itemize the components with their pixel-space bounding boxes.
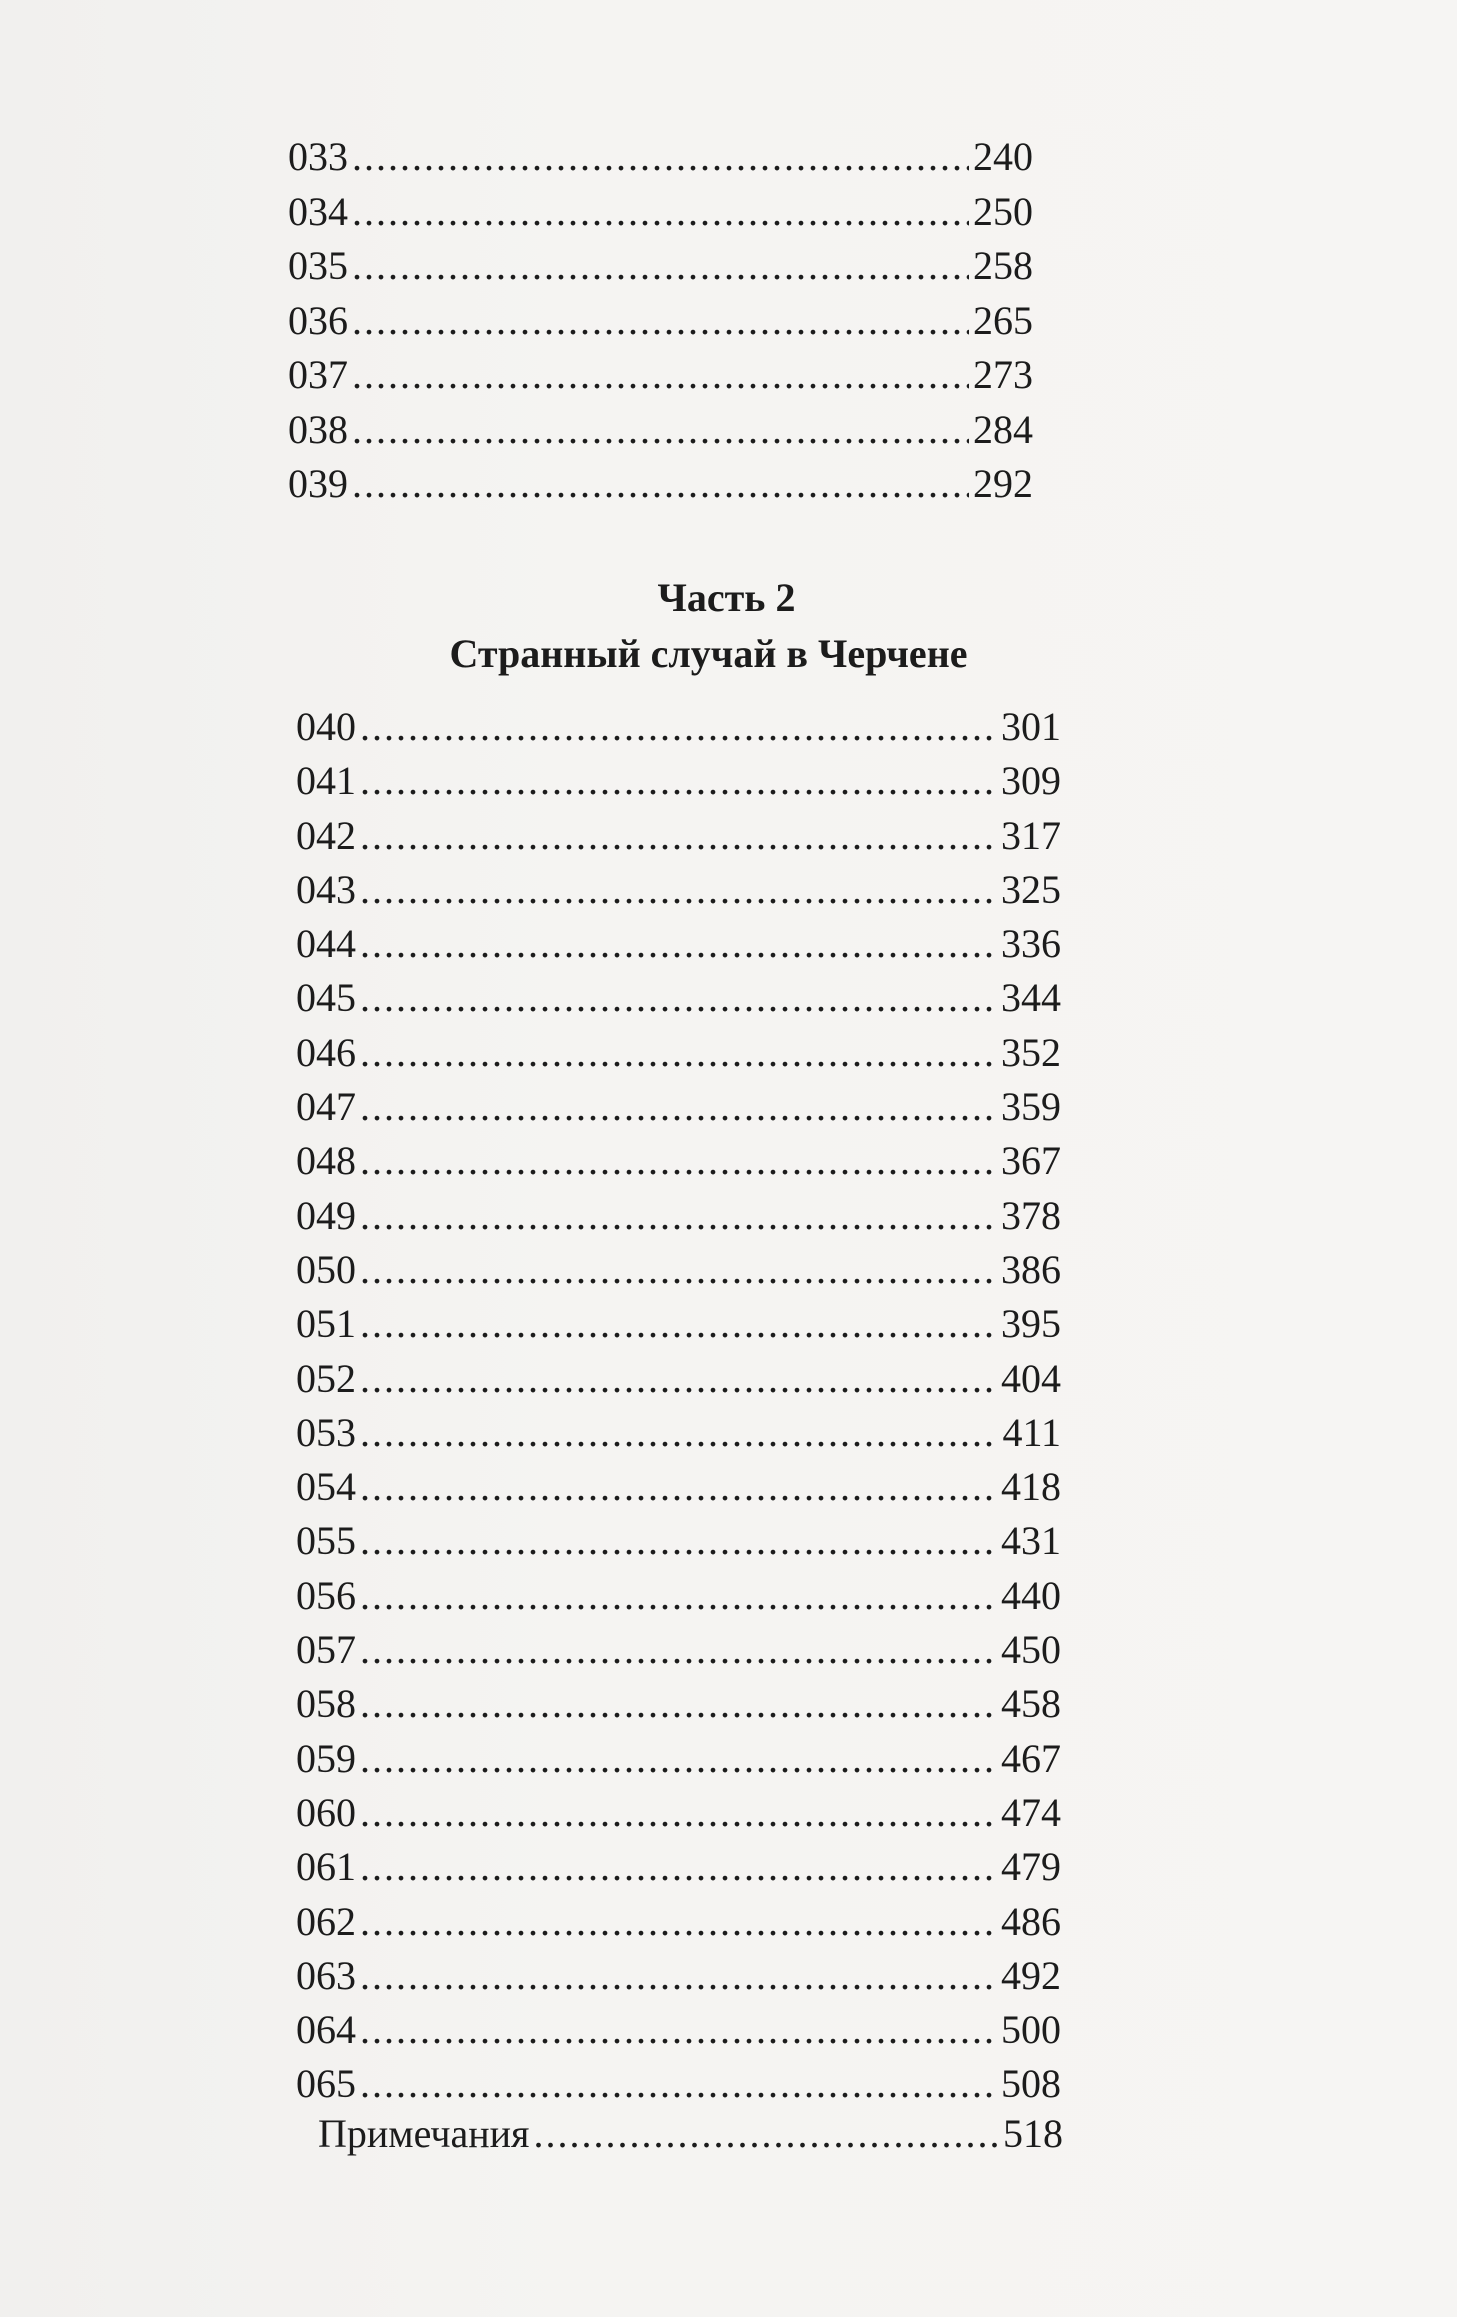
toc-chapter-number: 034 [288, 188, 348, 234]
toc-row[interactable] [296, 1189, 1061, 1243]
toc-row[interactable] [296, 1786, 1061, 1840]
toc-chapter-number: 053 [296, 1409, 356, 1455]
toc-leader-dots [360, 1080, 997, 1134]
toc-leader-dots [360, 700, 997, 754]
toc-chapter-number: 063 [296, 1952, 356, 1998]
toc-page-number: 467 [1001, 1735, 1061, 1781]
toc-chapter-number: 038 [288, 406, 348, 452]
toc-chapter-number: 057 [296, 1627, 356, 1673]
toc-page-number: 265 [973, 297, 1033, 343]
toc-row[interactable] [296, 1677, 1061, 1731]
toc-leader-dots [360, 1189, 997, 1243]
toc-row[interactable] [296, 971, 1061, 1025]
toc-chapter-number: 043 [296, 866, 356, 912]
toc-chapter-number: 036 [288, 297, 348, 343]
part-number-heading: Часть 2 [657, 575, 796, 620]
toc-leader-dots [352, 239, 969, 294]
toc-page-number: 486 [1001, 1898, 1061, 1944]
toc-row[interactable] [296, 700, 1061, 754]
toc-chapter-number: 060 [296, 1789, 356, 1835]
toc-leader-dots [360, 2057, 997, 2111]
toc-page-number: 431 [1001, 1518, 1061, 1564]
toc-page-number: 309 [1001, 758, 1061, 804]
toc-chapter-number: 046 [296, 1029, 356, 1075]
toc-leader-dots [360, 1677, 997, 1731]
toc-leader-dots [360, 1514, 997, 1568]
toc-page-number: 292 [973, 461, 1033, 506]
toc-chapter-number: 061 [296, 1844, 356, 1890]
toc-leader-dots [360, 1460, 997, 1514]
toc-page-number: 352 [1001, 1029, 1061, 1075]
toc-leader-dots [360, 1786, 997, 1840]
toc-leader-dots [360, 754, 997, 808]
toc-row[interactable] [288, 130, 1033, 185]
toc-chapter-number: 044 [296, 921, 356, 967]
toc-page-number: 273 [973, 352, 1033, 397]
toc-row[interactable] [296, 863, 1061, 917]
toc-chapter-number: 037 [288, 352, 348, 397]
toc-page-number: 284 [973, 406, 1033, 452]
toc-row[interactable] [288, 294, 1033, 349]
toc-row[interactable] [288, 239, 1033, 294]
toc-page-number: 479 [1001, 1844, 1061, 1890]
toc-page-number: 301 [1001, 704, 1061, 749]
toc-row[interactable] [296, 1840, 1061, 1894]
toc-page-number: 359 [1001, 1084, 1061, 1130]
toc-chapter-number: 059 [296, 1735, 356, 1781]
toc-page-number: 386 [1001, 1246, 1061, 1292]
toc-page-number: 344 [1001, 975, 1061, 1021]
toc-leader-dots [360, 863, 997, 917]
toc-row[interactable] [296, 1352, 1061, 1406]
toc-leader-dots [360, 1352, 997, 1406]
toc-chapter-number: 052 [296, 1355, 356, 1401]
toc-leader-dots [360, 1840, 997, 1894]
toc-page-number: 258 [973, 243, 1033, 288]
toc-page-number: 336 [1001, 921, 1061, 967]
toc-page-number: 395 [1001, 1301, 1061, 1347]
toc-page-number: 317 [1001, 812, 1061, 858]
toc-leader-dots [360, 971, 997, 1025]
toc-row[interactable] [288, 457, 1033, 512]
toc-leader-dots [352, 130, 969, 185]
toc-row[interactable] [296, 1569, 1061, 1623]
toc-page-number: 440 [1001, 1572, 1061, 1618]
toc-leader-dots [352, 348, 969, 403]
toc-row[interactable] [296, 917, 1061, 971]
toc-part-1 [288, 130, 1033, 512]
toc-page-number: 240 [973, 134, 1033, 179]
toc-page-number: 500 [1001, 2007, 1061, 2053]
toc-leader-dots [360, 1569, 997, 1623]
toc-leader-dots [533, 2107, 999, 2162]
toc-leader-dots [352, 185, 969, 240]
toc-page-number: 474 [1001, 1789, 1061, 1835]
toc-leader-dots [360, 809, 997, 863]
toc-row[interactable] [288, 185, 1033, 240]
toc-row[interactable] [296, 1514, 1061, 1568]
toc-row[interactable] [296, 2003, 1061, 2057]
toc-chapter-number: 045 [296, 975, 356, 1021]
toc-page-number: 325 [1001, 866, 1061, 912]
toc-row[interactable] [296, 809, 1061, 863]
toc-entry-label: Примечания [318, 2111, 530, 2156]
toc-row[interactable] [296, 1949, 1061, 2003]
toc-chapter-number: 065 [296, 2061, 356, 2107]
toc-chapter-number: 048 [296, 1138, 356, 1184]
toc-page-number: 250 [973, 188, 1033, 234]
toc-leader-dots [360, 1134, 997, 1188]
toc-chapter-number: 058 [296, 1681, 356, 1727]
toc-page-number: 404 [1001, 1355, 1061, 1401]
toc-leader-dots [360, 1732, 997, 1786]
toc-page-number: 450 [1001, 1627, 1061, 1673]
toc-chapter-number: 039 [288, 461, 348, 506]
toc-leader-dots [352, 403, 969, 458]
toc-chapter-number: 054 [296, 1464, 356, 1510]
toc-chapter-number: 041 [296, 758, 356, 804]
toc-leader-dots [360, 1895, 997, 1949]
toc-chapter-number: 062 [296, 1898, 356, 1944]
toc-chapter-number: 035 [288, 243, 348, 288]
toc-row[interactable] [296, 1080, 1061, 1134]
toc-leader-dots [352, 294, 969, 349]
toc-page-number: 518 [1003, 2111, 1063, 2156]
toc-row[interactable] [296, 1406, 1061, 1460]
toc-row[interactable] [296, 754, 1061, 808]
toc-chapter-number: 056 [296, 1572, 356, 1618]
part-title-heading: Странный случай в Черчене [449, 631, 968, 676]
toc-row[interactable] [296, 1623, 1061, 1677]
toc-page-number: 378 [1001, 1192, 1061, 1238]
toc-row[interactable] [296, 2057, 1061, 2111]
toc-page-number: 508 [1001, 2061, 1061, 2107]
toc-leader-dots [360, 1297, 997, 1351]
toc-chapter-number: 047 [296, 1084, 356, 1130]
toc-chapter-number: 051 [296, 1301, 356, 1347]
toc-leader-dots [360, 1406, 998, 1460]
toc-leader-dots [360, 1026, 997, 1080]
toc-leader-dots [352, 457, 969, 512]
toc-part-2 [296, 700, 1061, 2112]
toc-row-notes[interactable] [318, 2107, 1063, 2162]
toc-leader-dots [360, 2003, 997, 2057]
toc-row[interactable] [296, 1243, 1061, 1297]
toc-page-number: 411 [1002, 1409, 1061, 1455]
toc-page-number: 492 [1001, 1952, 1061, 1998]
toc-page-number: 418 [1001, 1464, 1061, 1510]
toc-chapter-number: 064 [296, 2007, 356, 2053]
toc-row[interactable] [296, 1460, 1061, 1514]
toc-chapter-number: 050 [296, 1246, 356, 1292]
toc-leader-dots [360, 1623, 997, 1677]
toc-chapter-number: 042 [296, 812, 356, 858]
toc-row[interactable] [296, 1732, 1061, 1786]
toc-page-number: 367 [1001, 1138, 1061, 1184]
toc-chapter-number: 033 [288, 134, 348, 179]
toc-row[interactable] [288, 403, 1033, 458]
toc-chapter-number: 055 [296, 1518, 356, 1564]
toc-chapter-number: 049 [296, 1192, 356, 1238]
toc-leader-dots [360, 1243, 997, 1297]
toc-chapter-number: 040 [296, 704, 356, 749]
toc-row[interactable] [296, 1297, 1061, 1351]
toc-row[interactable] [296, 1026, 1061, 1080]
toc-row[interactable] [288, 348, 1033, 403]
toc-page-number: 458 [1001, 1681, 1061, 1727]
toc-leader-dots [360, 1949, 997, 2003]
toc-leader-dots [360, 917, 997, 971]
toc-row[interactable] [296, 1134, 1061, 1188]
toc-row[interactable] [296, 1895, 1061, 1949]
